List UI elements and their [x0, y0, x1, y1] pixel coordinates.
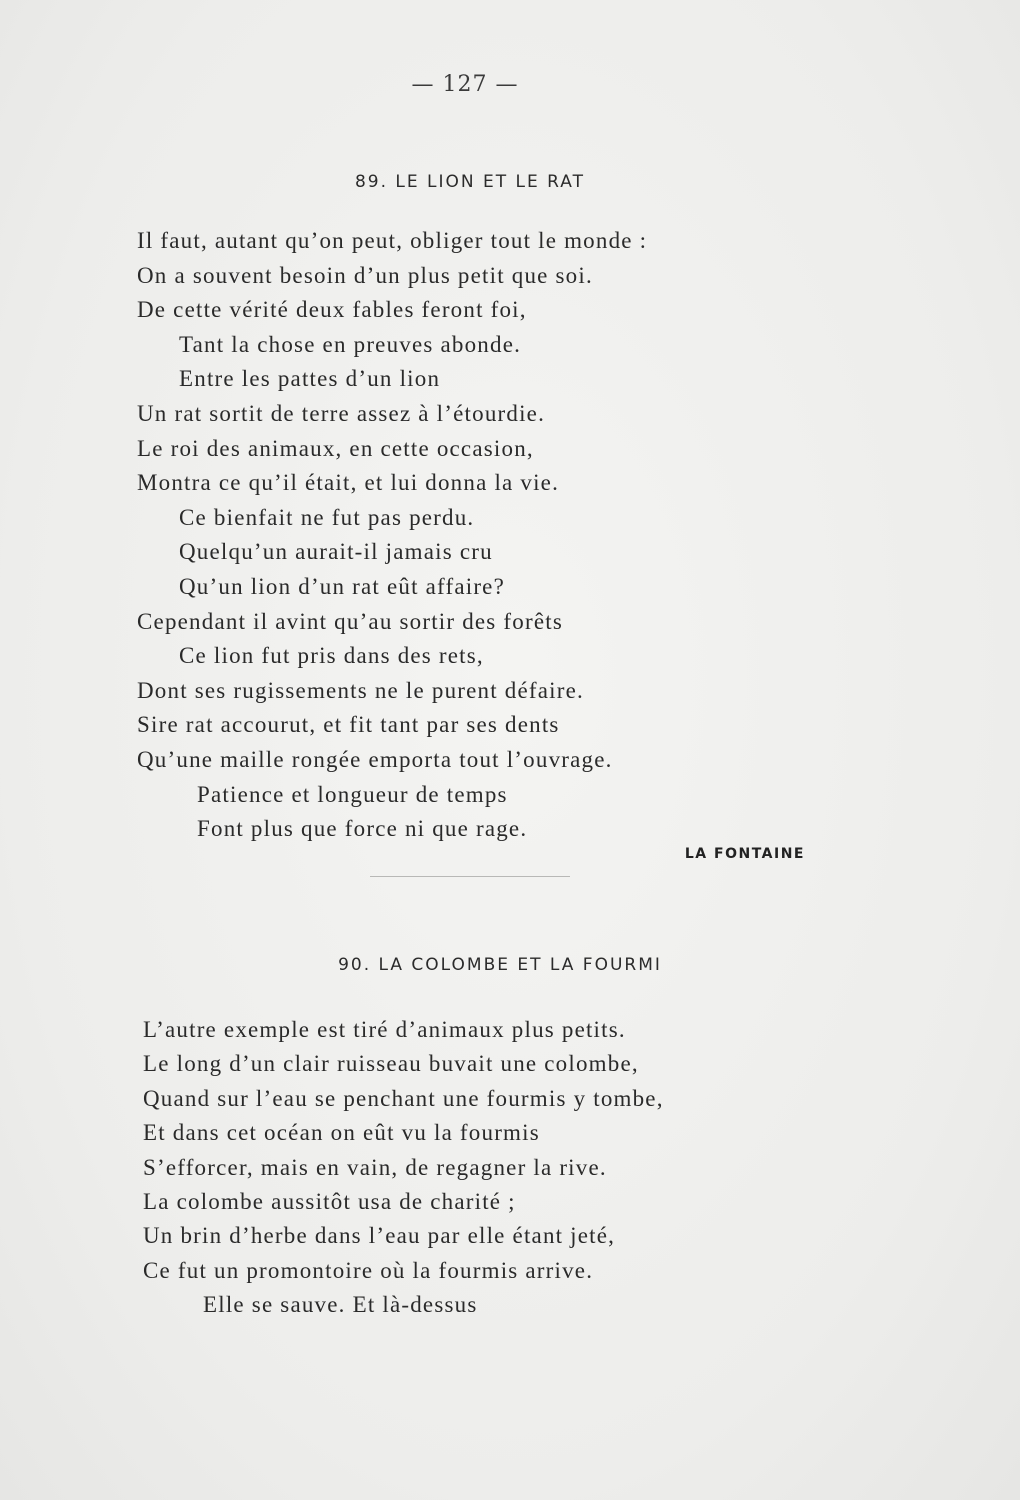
page-number: — 127 —: [411, 72, 519, 97]
poem-line: Montra ce qu’il était, et lui donna la vie.: [137, 470, 560, 496]
poem-line: L’autre exemple est tiré d’animaux plus petits.: [143, 1017, 626, 1042]
poem-line: Ce fut un promontoire où la fourmis arrive.: [143, 1257, 594, 1283]
poem-line: Quelqu’un aurait-il jamais cru: [179, 539, 493, 565]
poem-line: Qu’un lion d’un rat eût affaire?: [179, 573, 506, 599]
poem-line: On a souvent besoin d’un plus petit que soi.: [137, 262, 593, 288]
poem-line: Le long d’un clair ruisseau buvait une colombe,: [143, 1051, 639, 1077]
section-divider: [370, 876, 570, 877]
poem-line: Sire rat accourut, et fit tant par ses dents: [137, 712, 560, 738]
author-signature: LA FONTAINE: [684, 846, 805, 862]
poem-line: Ce lion fut pris dans des rets,: [179, 643, 484, 669]
poem-line: Cependant il avint qu’au sortir des forêts: [137, 608, 563, 634]
poem-line: Qu’une maille rongée emporta tout l’ouvrage.: [137, 746, 613, 772]
fable-title-lion-rat: 89. LE LION ET LE RAT: [354, 172, 585, 192]
poem-line: De cette vérité deux fables feront foi,: [137, 297, 527, 323]
poem-line: Quand sur l’eau se penchant une fourmis y tombe,: [143, 1085, 664, 1111]
poem-lion-rat: [137, 224, 647, 847]
poem-line: La colombe aussitôt usa de charité ;: [143, 1188, 516, 1214]
poem-colombe-fourmi: [143, 1013, 664, 1323]
poem-line: Patience et longueur de temps: [197, 781, 508, 807]
poem-line: S’efforcer, mais en vain, de regagner la rive.: [143, 1154, 607, 1180]
poem-line: Dont ses rugissements ne le purent défaire.: [137, 677, 584, 703]
poem-line: Il faut, autant qu’on peut, obliger tout le monde :: [137, 228, 648, 253]
poem-line: Et dans cet océan on eût vu la fourmis: [143, 1120, 540, 1146]
poem-line: Ce bienfait ne fut pas perdu.: [179, 504, 475, 530]
poem-line: Entre les pattes d’un lion: [179, 366, 441, 392]
poem-line: Elle se sauve. Et là-dessus: [203, 1292, 478, 1318]
fable-title-colombe-fourmi: 90. LA COLOMBE ET LA FOURMI: [338, 955, 662, 975]
poem-line: Le roi des animaux, en cette occasion,: [137, 435, 534, 461]
poem-line: Tant la chose en preuves abonde.: [179, 331, 522, 357]
poem-line: Un brin d’herbe dans l’eau par elle étant jeté,: [143, 1223, 616, 1249]
poem-line: Font plus que force ni que rage.: [197, 816, 528, 842]
poem-line: Un rat sortit de terre assez à l’étourdie.: [137, 400, 546, 426]
